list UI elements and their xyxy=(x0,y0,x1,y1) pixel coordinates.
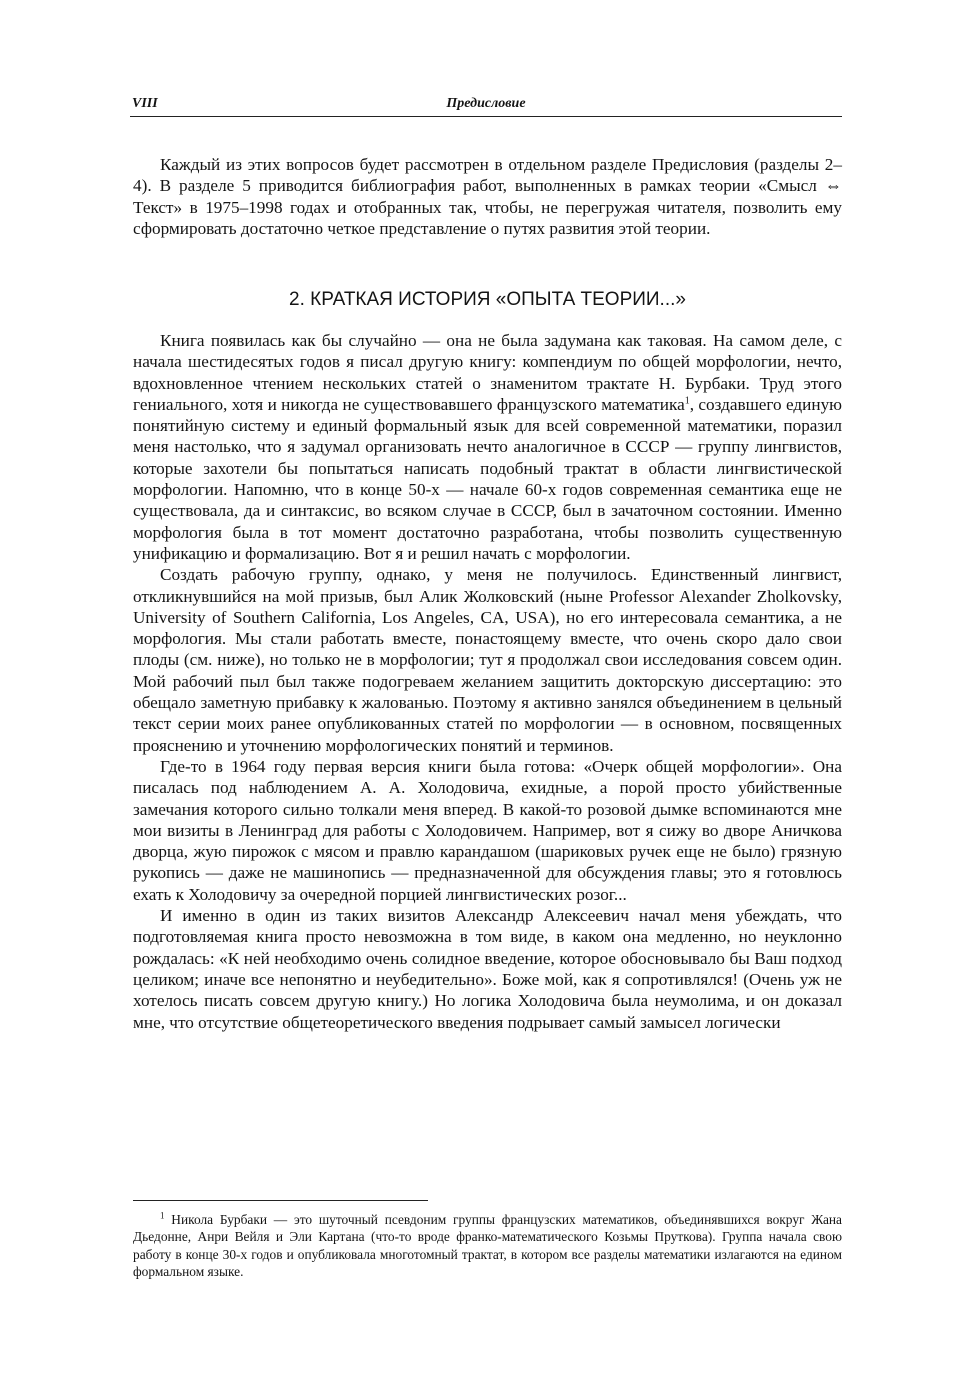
footnote xyxy=(133,1211,842,1280)
paragraph-4: И именно в один из таких визитов Александр Алексеевич начал меня убеждать, что подготовляемая книга просто невозможна в том виде, в каком она медленно, но неуклонно рождалась: «К ней необходимо очень солидное введение, которое обосновывало бы Ваш подход целиком; иначе все непонятно и неубедительно». Боже мой, как я сопротивлялся! (Очень уж не хотелось писать совсем другую книгу.) Но логика Холодовича была неумолима, и он доказал мне, что отсутствие общетеоретического введения подрывает самый замысел логически xyxy=(133,906,842,1032)
running-header xyxy=(130,94,842,117)
paragraph-1-part-a: Книга появилась как бы случайно — она не была задумана как таковая. На самом деле, с начала шестидесятых годов я писал другую книгу: компендиум по общей морфологии, нечто, вдохновленное чтением нескольких статей о знаменитом трактате Н. Бурбаки. Труд этого гениального, хотя и никогда не существовавшего французского математика xyxy=(133,331,842,414)
page-number: VIII xyxy=(132,96,158,111)
paragraph-3: Где-то в 1964 году первая версия книги была готова: «Очерк общей морфологии». Она писалась под наблюдением А. А. Холодовича, ехидные, а порой просто убийственные замечания которого сильно толкали меня вперед. В какой-то розовой дымке вспоминаются мне мои визиты в Ленинград для работы с Холодовичем. Например, вот я сижу во дворе Аничкова дворца, жую пирожок с мясом и правлю карандашом (шариковых ручек еще не было) грязную рукопись — даже не машинопись — предназначенной для обсуждения главы; это я готовлюсь ехать к Холодовичу за очередной порцией лингвистических розог... xyxy=(133,756,842,904)
footnote-marker: 1 xyxy=(160,1210,165,1221)
footnote-reference[interactable]: 1 xyxy=(684,395,690,407)
paragraph-1-part-b: , создавшего единую понятийную систему и единый формальный язык для всей современной математики, поразил меня настолько, что я задумал организовать нечто аналогичное в СССР — группу лингвистов, которые захотели бы попытаться написать подобный трактат в области лингвистической морфологии. Напомню, что в конце 50-х — начале 60-х годов современная семантика еще не существовала, да и синтаксис, во всяком случае в СССР, был в зачаточном состоянии. Именно морфология была в тот момент достаточно разработана, чтобы позволить существенную унификацию и формализацию. Вот я и решил начать с морфологии. xyxy=(133,394,842,563)
footnote-paragraph xyxy=(133,1211,842,1280)
running-title: Предисловие xyxy=(446,96,526,111)
intro-paragraph: Каждый из этих вопросов будет рассмотрен в отдельном разделе Предисловия (разделы 2–4). В разделе 5 приводится библиография работ, выполненных в рамках теории «Смысл ⇔ Текст» в 1975–1998 годах и отобранных так, чтобы, не перегружая читателя, позволить ему сформировать достаточно четкое представление о путях развития этой теории. xyxy=(133,155,842,238)
footnote-text: Никола Бурбаки — это шуточный псевдоним группы французских математиков, объединявшихся вокруг Жана Дьедонне, Анри Вейля и Эли Картана (что-то вроде франко-математического Козьмы Пруткова). Группа начала свою работу в конце 30-х годов и опубликовала многотомный трактат, в котором все разделы математики излагаются на едином формальном языке. xyxy=(133,1212,842,1279)
section-body xyxy=(133,330,842,1033)
section-heading: 2. КРАТКАЯ ИСТОРИЯ «ОПЫТА ТЕОРИИ...» xyxy=(289,289,686,310)
footnote-divider xyxy=(133,1200,428,1201)
paragraph-1 xyxy=(133,330,842,564)
intro-block xyxy=(133,154,842,239)
paragraph-2: Создать рабочую группу, однако, у меня не получилось. Единственный лингвист, откликнувшийся на мой призыв, был Алик Жолковский (ныне Professor Alexander Zholkovsky, University of Southern California, Los Angeles, CA, USA), но его интересовала семантика, а не морфология. Мы стали работать вместе, понастоящему вместе, что очень скоро дало свои плоды (см. ниже), но только не в морфологии; тут я продолжал свои исследования совсем один. Мой рабочий пыл был также подогреваем желанием защитить докторскую диссертацию: это обещало заметную прибавку к жалованью. Поэтому я активно занялся объединением в цельный текст серии моих ранее опубликованных статей по морфологии — в основном, посвященных прояснению и уточнению морфологических понятий и терминов. xyxy=(133,565,842,755)
